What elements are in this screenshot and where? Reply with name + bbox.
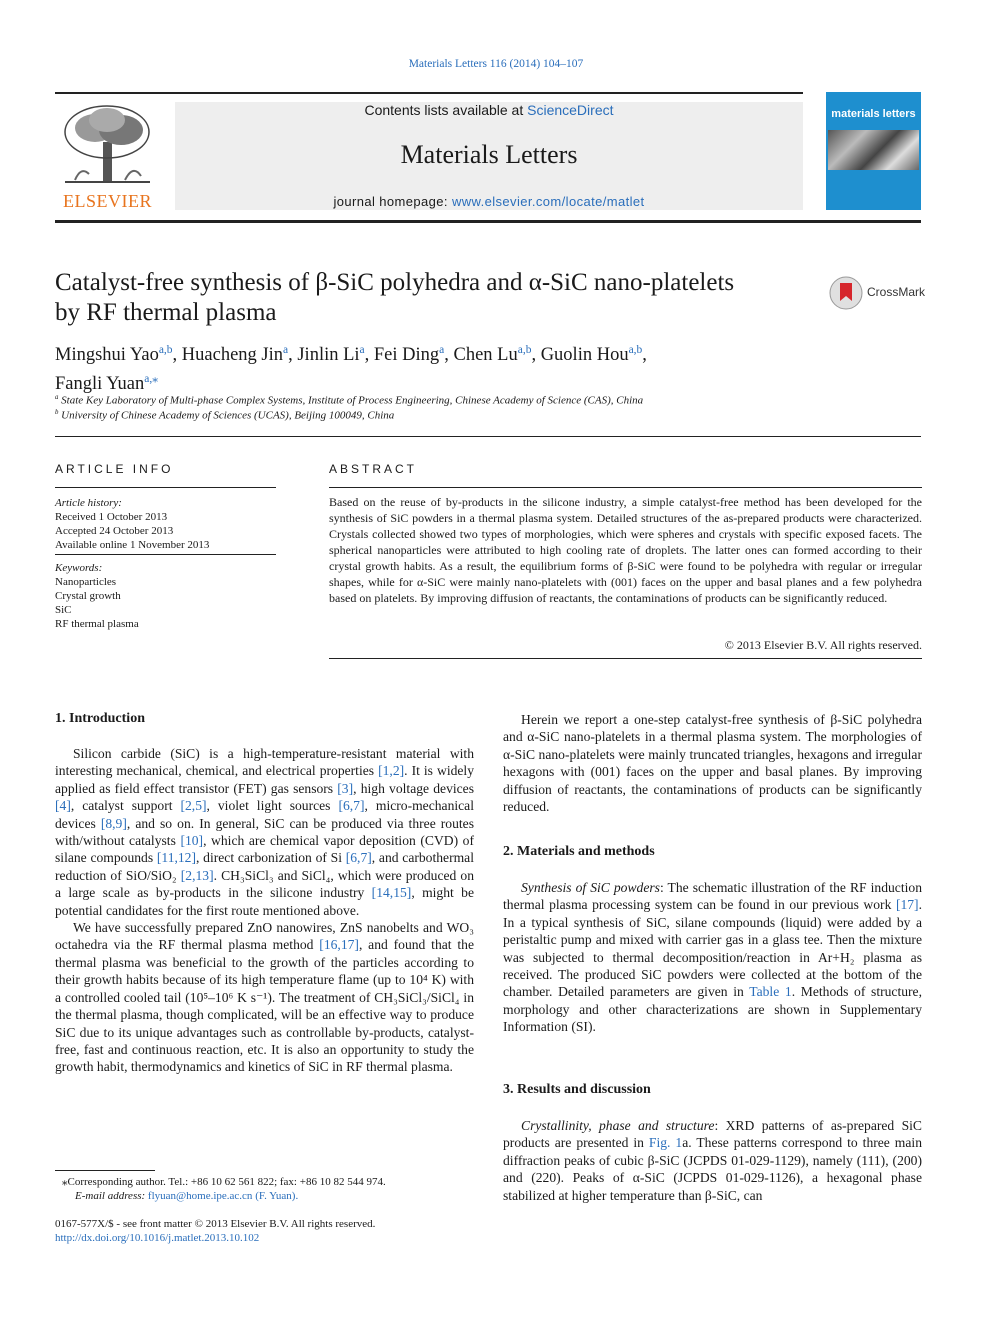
body-right-column-top [503,711,922,815]
title-line-1: Catalyst-free synthesis of β-SiC polyhedra and α-SiC nano-platelets [55,269,735,296]
paragraph-intro-3: Herein we report a one-step catalyst-free synthesis of β-SiC polyhedra and α-SiC nano-platelets in a thermal plasma system. The morphologies of α-SiC nano-platelets were mainly truncated triangles, hexagons and irregular hexagons with (001) faces on the upper and basal planes. By improving diffusion of reactants, the contaminations of products can be significantly reduced. [503,712,922,815]
reference-link[interactable]: [17] [895,897,919,913]
crossmark-icon [829,275,863,311]
paragraph-intro-1: Silicon carbide (SiC) is a high-temperature-resistant material with interesting mechanical, chemical, and electrical properties [1,2]. It is widely applied as field effect transistor (FET) gas sensors [3], high voltage devices [4], catalyst support [2,5], violet light sources [6,7], micro-mechanical devices [8,9], and so on. In general, SiC can be produced via three routes with/without catalysts [10], which are chemical vapor deposition (CVD) of silane compounds [11,12], direct carbonization of Si [6,7], and carbothermal reduction of SiO/SiO₂ [2,13]. CH₃SiCl₃ and SiCl₄, which were produced on a large scale as by-products in the silicone industry [14,15], might be potential candidates for the first route mentioned above. [55,746,475,918]
reference-link[interactable]: [14,15] [371,885,412,901]
reference-link[interactable]: [1,2] [378,763,405,779]
reference-link[interactable]: [6,7] [345,850,372,866]
reference-link[interactable]: [3] [337,780,354,796]
author[interactable]: Jinlin Li$^a$ [297,344,365,366]
methods-paragraph: Synthesis of SiC powders: The schematic illustration of the RF induction thermal plasma processing system can be found in our previous work [17]. In a typical synthesis of SiC, silane compounds (liquid) were added by a peristaltic pump and mixed with carrier gas in a glass tee. Then the mixture was subjected to thermal decomposition/reaction in Ar+H₂ plasma as received. The produced SiC powders were collected at the bottom of the chamber. Detailed parameters are given in Table 1. Methods of structure, morphology and other characterizations are shown in Supplementary Information (SI). [503,880,922,1035]
author[interactable]: Guolin Hou$^{a,b}$ [540,344,643,366]
section-2-title: 2. Materials and methods [503,844,655,859]
sciencedirect-link[interactable]: ScienceDirect [527,102,614,118]
online-date: Available online 1 November 2013 [55,539,210,551]
crossmark-label: CrossMark [867,285,926,299]
section-divider [55,436,921,437]
reference-link[interactable]: [10] [180,833,204,849]
abstract-heading: ABSTRACT [329,462,418,476]
title-line-2: by RF thermal plasma [55,299,277,326]
received-date: Received 1 October 2013 [55,511,168,523]
reference-link[interactable]: [4] [55,798,71,814]
homepage-line [175,194,803,209]
article-info-heading: ARTICLE INFO [55,462,174,476]
cover-title: materials letters [831,108,916,120]
contents-prefix: Contents lists available at [364,102,528,118]
homepage-link[interactable]: www.elsevier.com/locate/matlet [451,194,645,209]
author[interactable]: Chen Lu$^{a,b}$ [453,344,532,366]
elsevier-logo [55,102,160,212]
table-link[interactable]: Table 1 [749,984,792,1000]
doi-link[interactable]: http://dx.doi.org/10.1016/j.matlet.2013.10.102 [55,1232,260,1244]
article-info-rule [55,487,276,488]
crossmark-badge[interactable] [829,275,929,311]
paragraph-intro-2: We have successfully prepared ZnO nanowires, ZnS nanobelts and WO₃ octahedra via the RF thermal plasma method [16,17], and found that the thermal plasma was beneficial to the growth of the particles according to their growth habits because of its high temperature flame (up to 10⁴ K) with a controlled cooled tail (10⁵–10⁶ K s⁻¹). The treatment of CH₃SiCl₃/SiCl₄ in the thermal plasma, though complicated, will be an effective way to produce SiC due to its unique advantages such as controllable by-products, catalyst-free, fast and continuous reaction, etc. It is also an opportunity to study the growth habit, thermodynamics and kinetics of SiC in RF thermal plasma. [55,920,474,1075]
header-rule [55,92,803,94]
journal-banner [175,102,803,210]
front-matter-note: 0167-577X/$ - see front matter © 2013 Elsevier B.V. All rights reserved. [55,1218,376,1230]
journal-citation[interactable]: Materials Letters 116 (2014) 104–107 [408,58,584,70]
email-note: E-mail address: flyuan@home.ipe.ac.cn (F. Yuan). [75,1190,299,1202]
author[interactable]: Fangli Yuan$^{a,⁎}$ [55,373,158,395]
header-rule-bottom [55,220,921,223]
author[interactable]: Huacheng Jin$^a$ [181,344,289,366]
section-1-title: 1. Introduction [55,711,145,726]
affiliation-b: $^b$ University of Chinese Academy of Sciences (UCAS), Beijing 100049, China [55,409,395,422]
author[interactable]: Mingshui Yao$^{a,b}$ [55,344,173,366]
abstract-rule [329,487,922,488]
elsevier-tree-icon [55,102,160,188]
reference-link[interactable]: [16,17] [319,937,359,953]
author-list: Mingshui Yao$^{a,b}$, Huacheng Jin$^a$, Jinlin Li$^a$, Fei Ding$^a$, Chen Lu$^{a,b}$, Guolin Hou$^{a,b}$, Fangli Yuan$^{a,⁎}$ [55,344,647,395]
keywords: Keywords: Nanoparticles Crystal growth SiC RF thermal plasma [55,561,275,631]
article-title [55,268,815,328]
reference-link[interactable]: [2,5] [180,798,207,814]
article-history: Article history: Received 1 October 2013 Accepted 24 October 2013 Available online 1 November 2013 [55,496,275,552]
reference-link[interactable]: [11,12] [156,850,197,866]
affiliation-a: $^a$ State Key Laboratory of Multi-phase Complex Systems, Institute of Process Engineering, Chinese Academy of Science (CAS), China [55,394,644,407]
contents-line [175,102,803,118]
email-link[interactable]: flyuan@home.ipe.ac.cn [147,1190,253,1202]
journal-name: Materials Letters [400,140,578,169]
publisher-name: ELSEVIER [63,191,152,211]
results-paragraph: Crystallinity, phase and structure: XRD patterns of as-prepared SiC products are presented in Fig. 1a. These patterns correspond to three main diffraction peaks of cubic β-SiC (JCPDS 01-029-1129), namely (111), (200) and (220). Peaks of α-SiC (JCPDS 01-029-1126), a hexagonal phase stabilized at higher temperature than β-SiC, can [503,1118,922,1203]
keyword: RF thermal plasma [55,618,139,630]
keyword: Nanoparticles [55,576,117,588]
homepage-prefix: journal homepage: [333,194,452,209]
abstract-bottom-rule [329,658,922,659]
keywords-rule [55,554,276,555]
corresponding-author-note: ⁎Corresponding author. Tel.: +86 10 62 561 822; fax: +86 10 82 544 974. [62,1176,386,1188]
figure-link[interactable]: Fig. 1 [648,1135,683,1151]
reference-link[interactable]: [2,13] [180,867,214,883]
cover-image [828,130,919,170]
keyword: Crystal growth [55,590,121,602]
reference-link[interactable]: [8,9] [100,815,127,831]
accepted-date: Accepted 24 October 2013 [55,525,174,537]
abstract-text: Based on the reuse of by-products in the silicone industry, a simple catalyst-free method has been developed for the synthesis of SiC powders in a thermal plasma system. Detailed structures of the as-prepared products were characterized. Crystals collected showed two types of morphologies, which were spheres and crystals with specific exposed facets. The spherical nanoparticles were attributed to high cooling rate of droplets. The latter ones can formed according to their crystal growth habits. As a result, the equilibrium forms of β-SiC were found to be polyhedra with regular or irregular shapes, while for α-SiC were mainly nano-platelets with (001) faces on the upper and basal planes and a few polyhedra based on platelets. By improving diffusion of reactants, the contaminations of products can be significantly reduced. [329,495,922,605]
keyword: SiC [55,604,72,616]
author[interactable]: Fei Ding$^a$ [373,344,445,366]
body-left-column [55,745,474,1076]
footnote-rule [55,1170,155,1171]
abstract-copyright: © 2013 Elsevier B.V. All rights reserved. [724,638,922,652]
section-3-title: 3. Results and discussion [503,1082,651,1097]
reference-link[interactable]: [6,7] [338,798,365,814]
journal-cover[interactable] [826,92,921,210]
